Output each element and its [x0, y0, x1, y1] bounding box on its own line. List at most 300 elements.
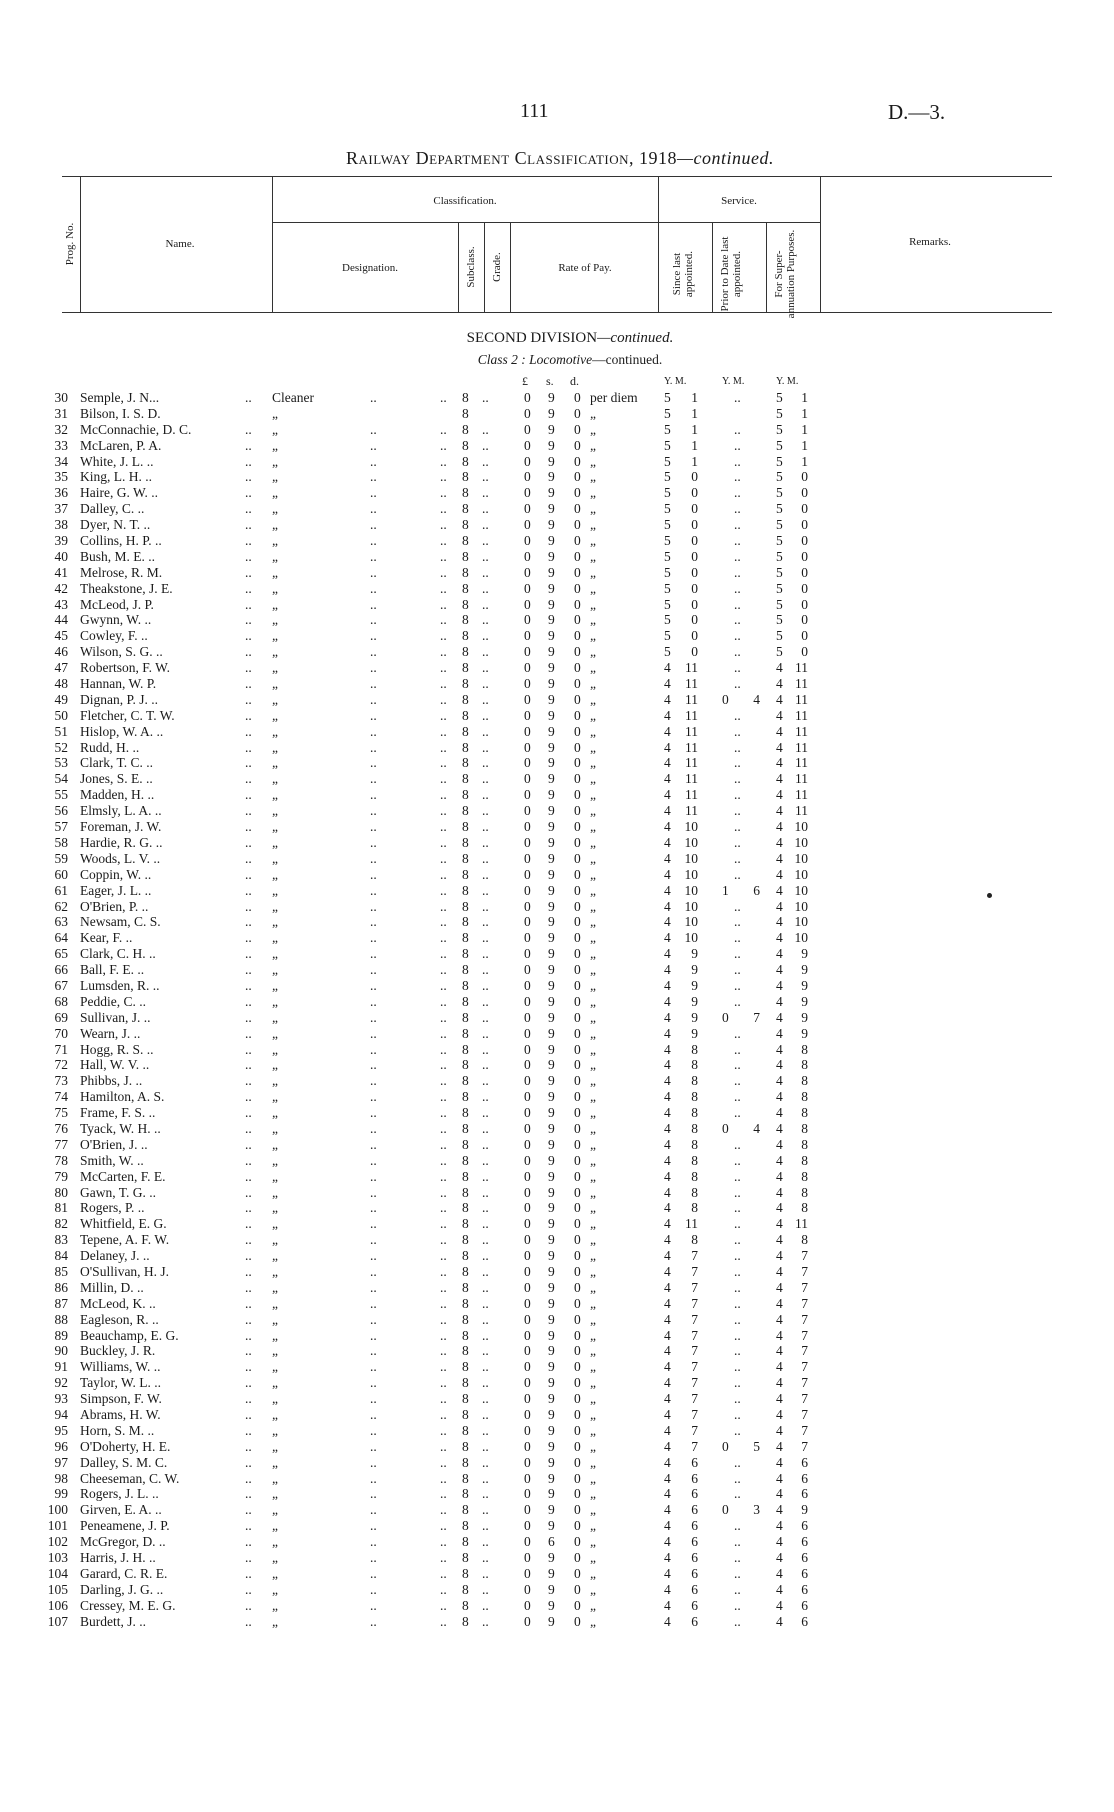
pence-cell: 0	[574, 1407, 581, 1422]
leader-dots: ..	[440, 1009, 447, 1025]
leader-dots: ..	[370, 453, 377, 469]
since-months-cell: 6	[691, 1502, 698, 1518]
prior-empty-dots: ..	[734, 787, 741, 803]
leader-dots: ..	[245, 1232, 252, 1248]
rate-period-cell: „	[590, 1089, 596, 1105]
table-row	[0, 1455, 1114, 1471]
leader-dots: ..	[482, 1359, 489, 1375]
designation-cell: „	[272, 850, 278, 866]
grade-cell: 8	[462, 946, 469, 962]
since-months-cell: 10	[684, 914, 698, 930]
name-cell: Hardie, R. G. ..	[80, 834, 163, 850]
shillings-cell: 9	[548, 612, 555, 628]
leader-dots: ..	[482, 1073, 489, 1089]
shillings-cell: 9	[548, 691, 555, 707]
since-years-cell: 4	[664, 1152, 671, 1168]
pence-cell: 0	[574, 930, 581, 946]
leader-dots: ..	[245, 453, 252, 469]
rate-period-cell: „	[590, 1073, 596, 1089]
prog-no-cell: 102	[47, 1534, 68, 1550]
table-row	[0, 883, 1114, 899]
header-service: Service.	[721, 195, 757, 207]
since-months-cell: 9	[691, 1009, 698, 1025]
header-prior-to-date: Prior to Date last appointed.	[719, 236, 743, 312]
prog-no-cell: 87	[54, 1295, 68, 1311]
prior-empty-dots: ..	[734, 612, 741, 628]
shillings-cell: 9	[548, 1327, 555, 1343]
leader-dots: ..	[482, 676, 489, 692]
super-months-cell: 0	[801, 517, 808, 533]
super-months-cell: 7	[801, 1327, 808, 1343]
leader-dots: ..	[245, 1613, 252, 1629]
leader-dots: ..	[245, 1025, 252, 1041]
prior-empty-dots: ..	[734, 771, 741, 787]
shillings-cell: 9	[548, 517, 555, 533]
super-years-cell: 4	[776, 1184, 783, 1200]
since-months-cell: 1	[691, 405, 698, 421]
name-cell: Madden, H. ..	[80, 787, 155, 803]
leader-dots: ..	[482, 1597, 489, 1613]
leader-dots: ..	[370, 580, 377, 596]
leader-dots: ..	[482, 866, 489, 882]
name-cell: Frame, F. S. ..	[80, 1105, 156, 1121]
table-row	[0, 899, 1114, 915]
prog-no-cell: 62	[54, 898, 68, 914]
super-months-cell: 9	[801, 993, 808, 1009]
designation-cell: „	[272, 1248, 278, 1264]
shillings-cell: 9	[548, 1168, 555, 1184]
pence-cell: 0	[574, 1136, 581, 1152]
table-row	[0, 1312, 1114, 1328]
super-years-cell: 4	[776, 1550, 783, 1566]
since-years-cell: 4	[664, 1057, 671, 1073]
leader-dots: ..	[245, 1550, 252, 1566]
leader-dots: ..	[440, 676, 447, 692]
prog-no-cell: 100	[47, 1502, 68, 1518]
leader-dots: ..	[440, 707, 447, 723]
table-row	[0, 692, 1114, 708]
pence-cell: 0	[574, 914, 581, 930]
leader-dots: ..	[370, 898, 377, 914]
since-years-cell: 4	[664, 723, 671, 739]
prog-no-cell: 57	[54, 819, 68, 835]
grade-cell: 8	[462, 1025, 469, 1041]
pence-cell: 0	[574, 1216, 581, 1232]
grade-cell: 8	[462, 1407, 469, 1422]
prior-years-cell: 0	[722, 1438, 729, 1454]
super-years-cell: 5	[776, 453, 783, 469]
grade-cell: 8	[462, 723, 469, 739]
pounds-cell: 0	[524, 1263, 531, 1279]
since-months-cell: 0	[691, 501, 698, 517]
pence-cell: 0	[574, 1565, 581, 1581]
super-years-cell: 4	[776, 1375, 783, 1391]
leader-dots: ..	[440, 898, 447, 914]
pence-cell: 0	[574, 1518, 581, 1534]
leader-dots: ..	[370, 1518, 377, 1534]
since-months-cell: 0	[691, 469, 698, 485]
leader-dots: ..	[245, 469, 252, 485]
leader-dots: ..	[482, 517, 489, 533]
pence-cell: 0	[574, 946, 581, 962]
leader-dots: ..	[482, 548, 489, 564]
shillings-cell: 9	[548, 437, 555, 453]
pounds-cell: 0	[524, 1120, 531, 1136]
pence-cell: 0	[574, 676, 581, 692]
leader-dots: ..	[370, 803, 377, 819]
designation-cell: „	[272, 1454, 278, 1470]
pence-cell: 0	[574, 485, 581, 501]
grade-cell: 8	[462, 1470, 469, 1486]
leader-dots: ..	[482, 1422, 489, 1438]
designation-cell: „	[272, 1009, 278, 1025]
col-rule	[820, 176, 821, 312]
grade-cell: 8	[462, 469, 469, 485]
super-years-cell: 4	[776, 739, 783, 755]
shillings-cell: 9	[548, 1391, 555, 1407]
leader-dots: ..	[482, 1581, 489, 1597]
rate-period-cell: „	[590, 644, 596, 660]
designation-cell: „	[272, 1613, 278, 1629]
designation-cell: „	[272, 898, 278, 914]
header-grade: Grade.	[491, 252, 503, 282]
pence-cell: 0	[574, 1073, 581, 1089]
name-cell: Collins, H. P. ..	[80, 533, 162, 549]
pounds-cell: 0	[524, 1534, 531, 1550]
rate-period-cell: „	[590, 1391, 596, 1407]
rate-period-cell: „	[590, 771, 596, 787]
since-months-cell: 0	[691, 580, 698, 596]
rate-period-cell: „	[590, 533, 596, 549]
prior-empty-dots: ..	[734, 1518, 741, 1534]
prog-no-cell: 65	[54, 946, 68, 962]
prog-no-cell: 79	[54, 1168, 68, 1184]
rate-period-cell: „	[590, 1025, 596, 1041]
super-months-cell: 11	[795, 676, 808, 692]
super-years-cell: 4	[776, 803, 783, 819]
super-months-cell: 10	[794, 866, 808, 882]
leader-dots: ..	[482, 453, 489, 469]
grade-cell: 8	[462, 771, 469, 787]
pounds-cell: 0	[524, 850, 531, 866]
rate-period-cell: „	[590, 1327, 596, 1343]
super-years-cell: 4	[776, 1438, 783, 1454]
pence-cell: 0	[574, 1327, 581, 1343]
rate-period-cell: „	[590, 1263, 596, 1279]
leader-dots: ..	[245, 1327, 252, 1343]
pounds-cell: 0	[524, 1438, 531, 1454]
leader-dots: ..	[482, 1550, 489, 1566]
table-row	[0, 819, 1114, 835]
pence-cell: 0	[574, 596, 581, 612]
table-row	[0, 1169, 1114, 1185]
rate-period-cell: „	[590, 707, 596, 723]
super-years-cell: 4	[776, 1422, 783, 1438]
leader-dots: ..	[482, 469, 489, 485]
shillings-cell: 9	[548, 1422, 555, 1438]
table-row	[0, 1121, 1114, 1137]
super-years-cell: 5	[776, 437, 783, 453]
designation-cell: „	[272, 1581, 278, 1597]
table-row	[0, 867, 1114, 883]
since-months-cell: 7	[691, 1263, 698, 1279]
leader-dots: ..	[370, 946, 377, 962]
since-years-cell: 4	[664, 691, 671, 707]
shillings-cell: 9	[548, 1486, 555, 1502]
super-months-cell: 10	[794, 834, 808, 850]
shillings-cell: 9	[548, 819, 555, 835]
pence-cell: 0	[574, 850, 581, 866]
pounds-cell: 0	[524, 1581, 531, 1597]
leader-dots: ..	[482, 834, 489, 850]
pence-cell: 0	[574, 771, 581, 787]
prior-empty-dots: ..	[734, 1422, 741, 1438]
prog-no-cell: 32	[54, 421, 68, 437]
header-designation: Designation.	[342, 262, 398, 274]
grade-cell: 8	[462, 1613, 469, 1629]
table-row	[0, 1534, 1114, 1550]
leader-dots: ..	[245, 421, 252, 437]
since-years-cell: 4	[664, 1168, 671, 1184]
super-months-cell: 8	[801, 1057, 808, 1073]
grade-cell: 8	[462, 1279, 469, 1295]
leader-dots: ..	[370, 1502, 377, 1518]
super-months-cell: 0	[801, 612, 808, 628]
super-years-cell: 4	[776, 1327, 783, 1343]
since-months-cell: 8	[691, 1073, 698, 1089]
shillings-cell: 9	[548, 1089, 555, 1105]
prog-no-cell: 86	[54, 1279, 68, 1295]
grade-cell: 8	[462, 787, 469, 803]
shillings-cell: 9	[548, 755, 555, 771]
header-since-last-appointed: Since last appointed.	[671, 250, 695, 298]
since-years-cell: 4	[664, 676, 671, 692]
leader-dots: ..	[440, 819, 447, 835]
super-months-cell: 8	[801, 1089, 808, 1105]
pounds-cell: 0	[524, 787, 531, 803]
shillings-cell: 9	[548, 993, 555, 1009]
since-years-cell: 4	[664, 1136, 671, 1152]
super-years-cell: 4	[776, 1565, 783, 1581]
table-row	[0, 1439, 1114, 1455]
prior-empty-dots: ..	[734, 1454, 741, 1470]
pounds-cell: 0	[524, 612, 531, 628]
prog-no-cell: 88	[54, 1311, 68, 1327]
leader-dots: ..	[370, 1263, 377, 1279]
name-cell: Eagleson, R. ..	[80, 1311, 159, 1327]
prog-no-cell: 95	[54, 1422, 68, 1438]
leader-dots: ..	[440, 723, 447, 739]
leader-dots: ..	[245, 1359, 252, 1375]
shillings-cell: 9	[548, 866, 555, 882]
designation-cell: „	[272, 580, 278, 596]
rate-period-cell: „	[590, 1248, 596, 1264]
rate-period-cell: „	[590, 739, 596, 755]
unit-pence: d.	[570, 374, 579, 388]
prior-empty-dots: ..	[734, 1025, 741, 1041]
rate-period-cell: „	[590, 564, 596, 580]
name-cell: Dyer, N. T. ..	[80, 517, 151, 533]
since-years-cell: 4	[664, 1009, 671, 1025]
leader-dots: ..	[440, 1025, 447, 1041]
since-years-cell: 4	[664, 914, 671, 930]
designation-cell: „	[272, 993, 278, 1009]
col-rule	[712, 222, 713, 312]
leader-dots: ..	[482, 962, 489, 978]
leader-dots: ..	[370, 1375, 377, 1391]
pounds-cell: 0	[524, 1295, 531, 1311]
shillings-cell: 9	[548, 1025, 555, 1041]
rate-period-cell: „	[590, 421, 596, 437]
since-months-cell: 7	[691, 1279, 698, 1295]
since-months-cell: 7	[691, 1438, 698, 1454]
pence-cell: 0	[574, 644, 581, 660]
since-months-cell: 10	[684, 930, 698, 946]
leader-dots: ..	[482, 1518, 489, 1534]
designation-cell: „	[272, 691, 278, 707]
name-cell: McLaren, P. A.	[80, 437, 162, 453]
leader-dots: ..	[440, 1120, 447, 1136]
pounds-cell: 0	[524, 596, 531, 612]
since-years-cell: 4	[664, 946, 671, 962]
leader-dots: ..	[245, 1407, 252, 1422]
name-cell: Abrams, H. W.	[80, 1407, 161, 1422]
leader-dots: ..	[245, 771, 252, 787]
since-years-cell: 4	[664, 1327, 671, 1343]
super-months-cell: 6	[801, 1597, 808, 1613]
table-row	[0, 1375, 1114, 1391]
prior-empty-dots: ..	[734, 1327, 741, 1343]
designation-cell: „	[272, 1025, 278, 1041]
since-months-cell: 10	[684, 882, 698, 898]
name-cell: Buckley, J. R.	[80, 1343, 156, 1359]
super-years-cell: 5	[776, 421, 783, 437]
leader-dots: ..	[482, 596, 489, 612]
designation-cell: „	[272, 485, 278, 501]
leader-dots: ..	[440, 1565, 447, 1581]
prior-empty-dots: ..	[734, 421, 741, 437]
prior-empty-dots: ..	[734, 1152, 741, 1168]
name-cell: Cheeseman, C. W.	[80, 1470, 180, 1486]
name-cell: Gawn, T. G. ..	[80, 1184, 156, 1200]
rate-period-cell: „	[590, 1550, 596, 1566]
super-years-cell: 4	[776, 914, 783, 930]
prior-empty-dots: ..	[734, 628, 741, 644]
leader-dots: ..	[245, 580, 252, 596]
super-years-cell: 4	[776, 1248, 783, 1264]
leader-dots: ..	[370, 1534, 377, 1550]
since-years-cell: 4	[664, 1248, 671, 1264]
leader-dots: ..	[370, 1248, 377, 1264]
rate-period-cell: „	[590, 977, 596, 993]
since-months-cell: 6	[691, 1470, 698, 1486]
prog-no-cell: 36	[54, 485, 68, 501]
super-months-cell: 6	[801, 1486, 808, 1502]
table-row	[0, 1232, 1114, 1248]
designation-cell: „	[272, 660, 278, 676]
prior-empty-dots: ..	[734, 803, 741, 819]
designation-cell: „	[272, 596, 278, 612]
pence-cell: 0	[574, 1200, 581, 1216]
prog-no-cell: 34	[54, 453, 68, 469]
rate-period-cell: „	[590, 405, 596, 421]
super-months-cell: 9	[801, 977, 808, 993]
prior-empty-dots: ..	[734, 1311, 741, 1327]
pence-cell: 0	[574, 1152, 581, 1168]
super-months-cell: 0	[801, 580, 808, 596]
name-cell: Peneamene, J. P.	[80, 1518, 170, 1534]
designation-cell: „	[272, 1152, 278, 1168]
super-years-cell: 4	[776, 993, 783, 1009]
header-superannuation: For Super-annuation Purposes.	[773, 229, 797, 319]
since-years-cell: 4	[664, 882, 671, 898]
rate-period-cell: „	[590, 469, 596, 485]
grade-cell: 8	[462, 1534, 469, 1550]
since-years-cell: 4	[664, 1089, 671, 1105]
grade-cell: 8	[462, 1295, 469, 1311]
table-row	[0, 676, 1114, 692]
grade-cell: 8	[462, 1089, 469, 1105]
super-years-cell: 4	[776, 882, 783, 898]
col-rule	[510, 222, 511, 312]
since-years-cell: 5	[664, 453, 671, 469]
since-months-cell: 10	[684, 834, 698, 850]
since-years-cell: 4	[664, 1422, 671, 1438]
table-row	[0, 962, 1114, 978]
leader-dots: ..	[482, 1486, 489, 1502]
super-months-cell: 6	[801, 1454, 808, 1470]
grade-cell: 8	[462, 819, 469, 835]
grade-cell: 8	[462, 1232, 469, 1248]
pence-cell: 0	[574, 882, 581, 898]
name-cell: Taylor, W. L. ..	[80, 1375, 162, 1391]
pence-cell: 0	[574, 866, 581, 882]
grade-cell: 8	[462, 803, 469, 819]
leader-dots: ..	[482, 1152, 489, 1168]
leader-dots: ..	[245, 755, 252, 771]
grade-cell: 8	[462, 660, 469, 676]
super-months-cell: 7	[801, 1407, 808, 1422]
leader-dots: ..	[370, 517, 377, 533]
leader-dots: ..	[245, 612, 252, 628]
leader-dots: ..	[440, 914, 447, 930]
leader-dots: ..	[482, 485, 489, 501]
since-months-cell: 6	[691, 1550, 698, 1566]
pounds-cell: 0	[524, 1311, 531, 1327]
since-months-cell: 8	[691, 1120, 698, 1136]
pence-cell: 0	[574, 533, 581, 549]
prog-no-cell: 58	[54, 834, 68, 850]
super-months-cell: 9	[801, 946, 808, 962]
pounds-cell: 0	[524, 421, 531, 437]
designation-cell: „	[272, 676, 278, 692]
leader-dots: ..	[245, 596, 252, 612]
pounds-cell: 0	[524, 1565, 531, 1581]
designation-cell: „	[272, 1422, 278, 1438]
since-months-cell: 11	[685, 771, 698, 787]
grade-cell: 8	[462, 977, 469, 993]
shillings-cell: 9	[548, 580, 555, 596]
since-months-cell: 9	[691, 993, 698, 1009]
prior-empty-dots: ..	[734, 1057, 741, 1073]
since-months-cell: 11	[685, 707, 698, 723]
designation-cell: „	[272, 1232, 278, 1248]
designation-cell: „	[272, 1136, 278, 1152]
leader-dots: ..	[482, 993, 489, 1009]
prog-no-cell: 48	[54, 676, 68, 692]
grade-cell: 8	[462, 1327, 469, 1343]
leader-dots: ..	[370, 612, 377, 628]
